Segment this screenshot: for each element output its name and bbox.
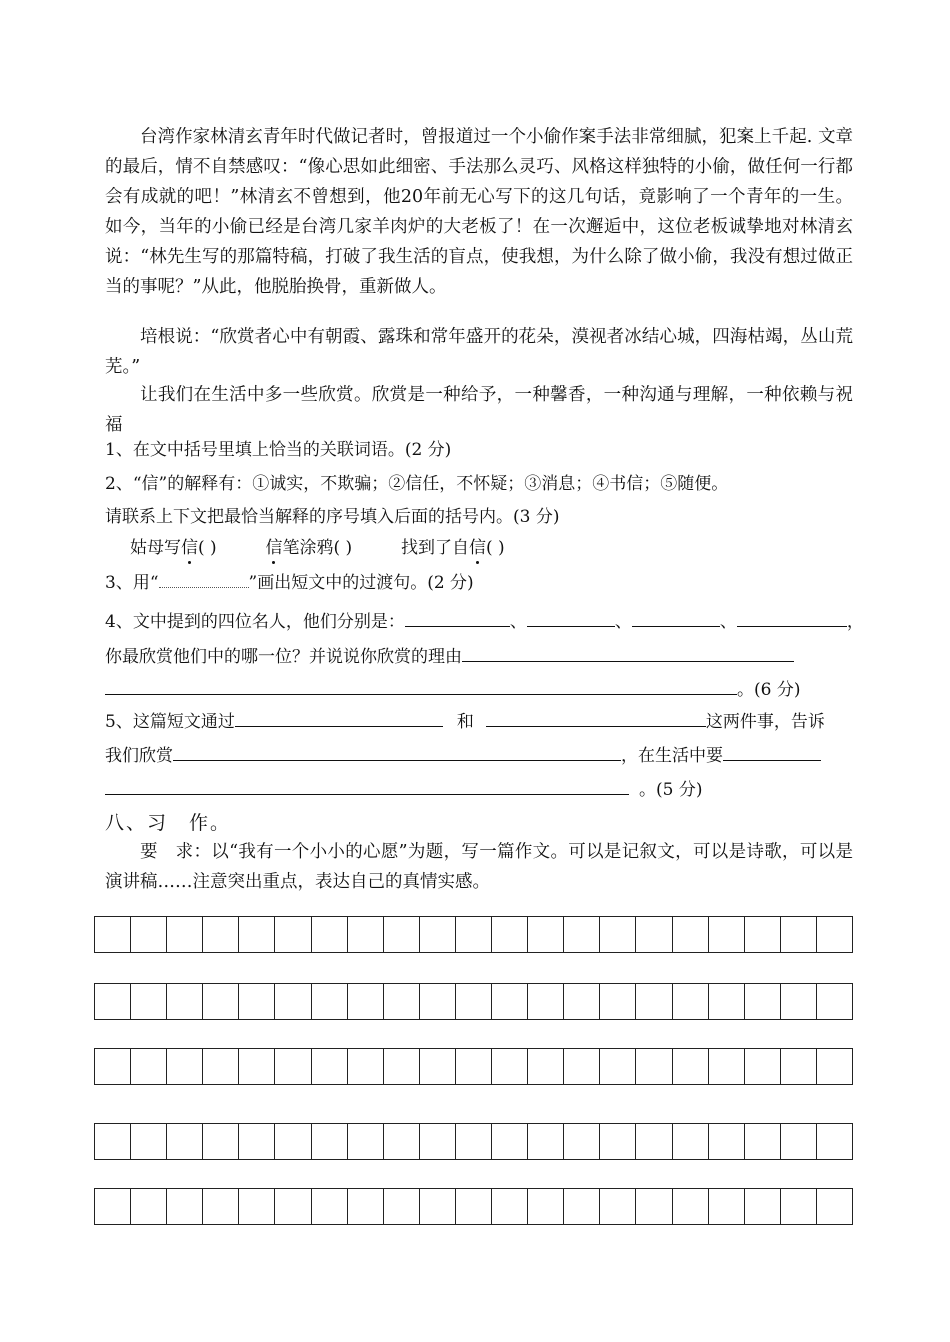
- writing-grid-cell[interactable]: [528, 1124, 564, 1160]
- q4-reason-blank-2[interactable]: [105, 676, 737, 695]
- writing-grid-cell[interactable]: [492, 984, 528, 1020]
- q5-blank-2[interactable]: [486, 708, 706, 727]
- q4-reason-blank-1[interactable]: [462, 643, 794, 662]
- writing-grid-cell[interactable]: [600, 1189, 636, 1225]
- writing-grid-cell[interactable]: [564, 1189, 600, 1225]
- writing-grid-cell[interactable]: [420, 1189, 456, 1225]
- writing-grid-cell[interactable]: [95, 1124, 131, 1160]
- writing-grid-row: [94, 916, 853, 953]
- writing-grid-row: [94, 1188, 853, 1225]
- writing-grid-cell[interactable]: [203, 1124, 239, 1160]
- passage-paragraph-2: 培根说：“欣赏者心中有朝霞、露珠和常年盛开的花朵，漠视者冰结心城，四海枯竭，丛山荒芜。”: [105, 327, 853, 377]
- writing-grid-cell[interactable]: [673, 917, 709, 953]
- writing-grid-cell[interactable]: [131, 1124, 167, 1160]
- writing-grid-cell[interactable]: [492, 1049, 528, 1085]
- writing-grid-cell[interactable]: [203, 917, 239, 953]
- writing-grid-cell[interactable]: [384, 1049, 420, 1085]
- writing-grid-cell[interactable]: [636, 984, 672, 1020]
- writing-grid-cell[interactable]: [456, 1189, 492, 1225]
- wavy-line-sample: [159, 573, 249, 588]
- question-2-definitions: 2、“信”的解释有：①诚实，不欺骗；②信任，不怀疑；③消息；④书信；⑤随便。: [105, 474, 729, 494]
- writing-grid-cell[interactable]: [420, 917, 456, 953]
- q3-suffix: ”画出短文中的过渡句。(2 分): [248, 573, 474, 593]
- writing-grid-cell[interactable]: [239, 1124, 275, 1160]
- writing-grid-cell[interactable]: [456, 917, 492, 953]
- writing-grid-cell[interactable]: [745, 1124, 781, 1160]
- question-1: 1、在文中括号里填上恰当的关联词语。(2 分): [105, 440, 452, 460]
- writing-grid-cell[interactable]: [131, 984, 167, 1020]
- q3-prefix: 3、用“: [105, 573, 159, 593]
- writing-grid-cell[interactable]: [709, 1049, 745, 1085]
- writing-grid-cell[interactable]: [456, 984, 492, 1020]
- writing-grid-cell[interactable]: [420, 1124, 456, 1160]
- writing-grid-cell[interactable]: [95, 984, 131, 1020]
- writing-grid-cell[interactable]: [384, 1189, 420, 1225]
- passage-paragraph-1: 台湾作家林清玄青年时代做记者时，曾报道过一个小偷作案手法非常细腻，犯案上千起. 文章的最后，情不自禁感叹：“像心思如此细密、手法那么灵巧、风格这样独特的小偷，做任何一行都会有成就的吧！”林清玄不曾想到，他20年前无心写下的这几句话，竟影响了一个青年的一生。如今，当年的小偷已经是台湾几家羊肉炉的大老板了！在一次邂逅中，这位老板诚挚地对林清玄说：“林先生写的那篇特稿，打破了我生活的盲点，使我想，为什么除了做小偷，我没有想过做正当的事呢？”从此，他脱胎换骨，重新做人。: [105, 127, 853, 297]
- writing-grid-cell[interactable]: [781, 1189, 817, 1225]
- writing-grid-cell[interactable]: [817, 1189, 853, 1225]
- writing-grid-cell[interactable]: [600, 1124, 636, 1160]
- q4-blank-3[interactable]: [632, 608, 720, 627]
- writing-grid-cell[interactable]: [348, 1049, 384, 1085]
- q2-item-2-bracket[interactable]: 笔涂鸦( ): [282, 538, 353, 558]
- q4-blank-4[interactable]: [737, 608, 847, 627]
- q5-blank-1[interactable]: [235, 708, 443, 727]
- question-2-items: [130, 536, 505, 560]
- writing-grid-row: [94, 983, 853, 1020]
- writing-grid-cell[interactable]: [564, 1049, 600, 1085]
- writing-grid-cell[interactable]: [275, 1049, 311, 1085]
- writing-grid-cell[interactable]: [492, 1189, 528, 1225]
- writing-grid-cell[interactable]: [348, 1124, 384, 1160]
- q4-blank-2[interactable]: [527, 608, 615, 627]
- writing-grid-cell[interactable]: [709, 1124, 745, 1160]
- writing-grid-cell[interactable]: [709, 984, 745, 1020]
- q2-item-1-bracket[interactable]: ( ): [198, 538, 217, 558]
- writing-grid-cell[interactable]: [348, 984, 384, 1020]
- q5-and: 和: [456, 712, 474, 732]
- q5-middle: 这两件事，告诉: [705, 712, 825, 732]
- writing-grid-cell[interactable]: [492, 917, 528, 953]
- q2-item-2-target: 信: [265, 538, 283, 558]
- q5-blank-4[interactable]: [723, 742, 821, 761]
- writing-grid-cell[interactable]: [817, 1049, 853, 1085]
- q4-sep-3: 、: [719, 612, 737, 632]
- writing-grid-cell[interactable]: [95, 1049, 131, 1085]
- writing-grid-cell[interactable]: [781, 917, 817, 953]
- writing-grid-cell[interactable]: [348, 917, 384, 953]
- writing-grid-cell[interactable]: [420, 984, 456, 1020]
- q4-sep-1: 、: [509, 612, 527, 632]
- writing-grid-cell[interactable]: [492, 1124, 528, 1160]
- writing-grid-cell[interactable]: [275, 1124, 311, 1160]
- q4-prefix: 4、文中提到的四位名人，他们分别是：: [105, 612, 405, 632]
- q2-item-1: [130, 538, 222, 558]
- writing-grid-cell[interactable]: [709, 917, 745, 953]
- writing-grid-cell[interactable]: [745, 984, 781, 1020]
- writing-grid-cell[interactable]: [239, 1189, 275, 1225]
- writing-grid-cell[interactable]: [275, 984, 311, 1020]
- writing-grid-cell[interactable]: [781, 1124, 817, 1160]
- q2-item-2: [265, 538, 357, 558]
- writing-grid-cell[interactable]: [167, 1124, 203, 1160]
- question-5-line-1: [105, 708, 825, 734]
- q5-blank-3[interactable]: [173, 742, 621, 761]
- writing-grid-cell[interactable]: [673, 1049, 709, 1085]
- writing-grid-cell[interactable]: [636, 1049, 672, 1085]
- q2-item-3-prefix: 找到了自: [400, 538, 469, 558]
- writing-grid-cell[interactable]: [131, 1049, 167, 1085]
- q2-item-3-target: 信: [468, 538, 486, 558]
- writing-grid-cell[interactable]: [203, 984, 239, 1020]
- q5-line2-middle: ，在生活中要: [621, 746, 723, 766]
- q4-sep-2: 、: [614, 612, 632, 632]
- writing-grid-cell[interactable]: [600, 984, 636, 1020]
- writing-grid-cell[interactable]: [745, 917, 781, 953]
- writing-grid-cell[interactable]: [95, 917, 131, 953]
- writing-grid-cell[interactable]: [275, 917, 311, 953]
- writing-grid-cell[interactable]: [312, 917, 348, 953]
- writing-grid-cell[interactable]: [600, 917, 636, 953]
- composition-requirement: 要 求：以“我有一个小小的心愿”为题，写一篇作文。可以是记叙文，可以是诗歌，可以是演讲稿……注意突出重点，表达自己的真情实感。: [105, 842, 853, 892]
- writing-grid-cell[interactable]: [239, 984, 275, 1020]
- writing-grid-cell[interactable]: [673, 1124, 709, 1160]
- writing-grid-cell[interactable]: [131, 1189, 167, 1225]
- writing-grid-cell[interactable]: [456, 1049, 492, 1085]
- writing-grid-cell[interactable]: [817, 1124, 853, 1160]
- writing-grid-cell[interactable]: [636, 1189, 672, 1225]
- writing-grid-cell[interactable]: [384, 1124, 420, 1160]
- writing-grid-row: [94, 1048, 853, 1085]
- writing-grid-cell[interactable]: [528, 1049, 564, 1085]
- writing-grid-cell[interactable]: [384, 917, 420, 953]
- question-4-line-2: [105, 643, 794, 669]
- writing-grid-cell[interactable]: [239, 1049, 275, 1085]
- writing-grid-cell[interactable]: [312, 1124, 348, 1160]
- writing-grid-cell[interactable]: [745, 1189, 781, 1225]
- writing-grid-cell[interactable]: [167, 1189, 203, 1225]
- writing-grid-cell[interactable]: [167, 917, 203, 953]
- writing-grid-cell[interactable]: [564, 984, 600, 1020]
- writing-grid-cell[interactable]: [167, 984, 203, 1020]
- writing-grid-cell[interactable]: [673, 984, 709, 1020]
- q2-item-3: [401, 538, 505, 558]
- writing-grid-cell[interactable]: [781, 984, 817, 1020]
- writing-grid-cell[interactable]: [456, 1124, 492, 1160]
- writing-grid-cell[interactable]: [420, 1049, 456, 1085]
- q5-score: 。(5 分): [639, 780, 703, 800]
- question-4-line-3: [105, 676, 800, 702]
- writing-grid-cell[interactable]: [239, 917, 275, 953]
- question-5-line-3: [105, 776, 702, 802]
- writing-grid-cell[interactable]: [384, 984, 420, 1020]
- q2-item-1-target: 信: [181, 538, 198, 558]
- q5-blank-5[interactable]: [105, 776, 629, 795]
- question-3: [105, 571, 474, 595]
- q4-score: 。(6 分): [737, 680, 801, 700]
- q4-blank-1[interactable]: [405, 608, 510, 627]
- writing-grid-cell[interactable]: [167, 1049, 203, 1085]
- writing-grid-cell[interactable]: [275, 1189, 311, 1225]
- q4-end: ，: [846, 612, 864, 632]
- writing-grid-row: [94, 1123, 853, 1160]
- question-4-line-1: [105, 608, 864, 634]
- writing-grid-cell[interactable]: [348, 1189, 384, 1225]
- writing-grid-cell[interactable]: [745, 1049, 781, 1085]
- writing-grid-cell[interactable]: [636, 917, 672, 953]
- writing-grid-cell[interactable]: [312, 1189, 348, 1225]
- writing-grid-cell[interactable]: [203, 1189, 239, 1225]
- writing-grid-cell[interactable]: [131, 917, 167, 953]
- writing-grid-cell[interactable]: [203, 1049, 239, 1085]
- writing-grid-cell[interactable]: [817, 917, 853, 953]
- q2-item-3-bracket[interactable]: ( ): [485, 538, 505, 558]
- writing-grid-cell[interactable]: [564, 917, 600, 953]
- q5-prefix: 5、这篇短文通过: [105, 712, 235, 732]
- writing-grid-cell[interactable]: [636, 1124, 672, 1160]
- question-5-line-2: [105, 742, 821, 768]
- q5-line2-prefix: 我们欣赏: [105, 746, 173, 766]
- passage-paragraph-3: 让我们在生活中多一些欣赏。欣赏是一种给予，一种馨香，一种沟通与理解，一种依赖与祝福: [105, 385, 853, 435]
- writing-grid-cell[interactable]: [709, 1189, 745, 1225]
- q4-reason-prompt: 你最欣赏他们中的哪一位？并说说你欣赏的理由: [105, 647, 462, 667]
- writing-grid-cell[interactable]: [817, 984, 853, 1020]
- section-heading: 八、习 作。: [105, 812, 232, 834]
- question-2-instruction: 请联系上下文把最恰当解释的序号填入后面的括号内。(3 分): [105, 507, 560, 527]
- writing-grid-cell[interactable]: [528, 917, 564, 953]
- writing-grid-cell[interactable]: [781, 1049, 817, 1085]
- writing-grid-cell[interactable]: [528, 984, 564, 1020]
- writing-grid-cell[interactable]: [312, 1049, 348, 1085]
- writing-grid-cell[interactable]: [564, 1124, 600, 1160]
- writing-grid-cell[interactable]: [312, 984, 348, 1020]
- writing-grid-cell[interactable]: [600, 1049, 636, 1085]
- q2-item-1-prefix: 姑母写: [130, 538, 181, 558]
- writing-grid-cell[interactable]: [673, 1189, 709, 1225]
- writing-grid-cell[interactable]: [528, 1189, 564, 1225]
- writing-grid-cell[interactable]: [95, 1189, 131, 1225]
